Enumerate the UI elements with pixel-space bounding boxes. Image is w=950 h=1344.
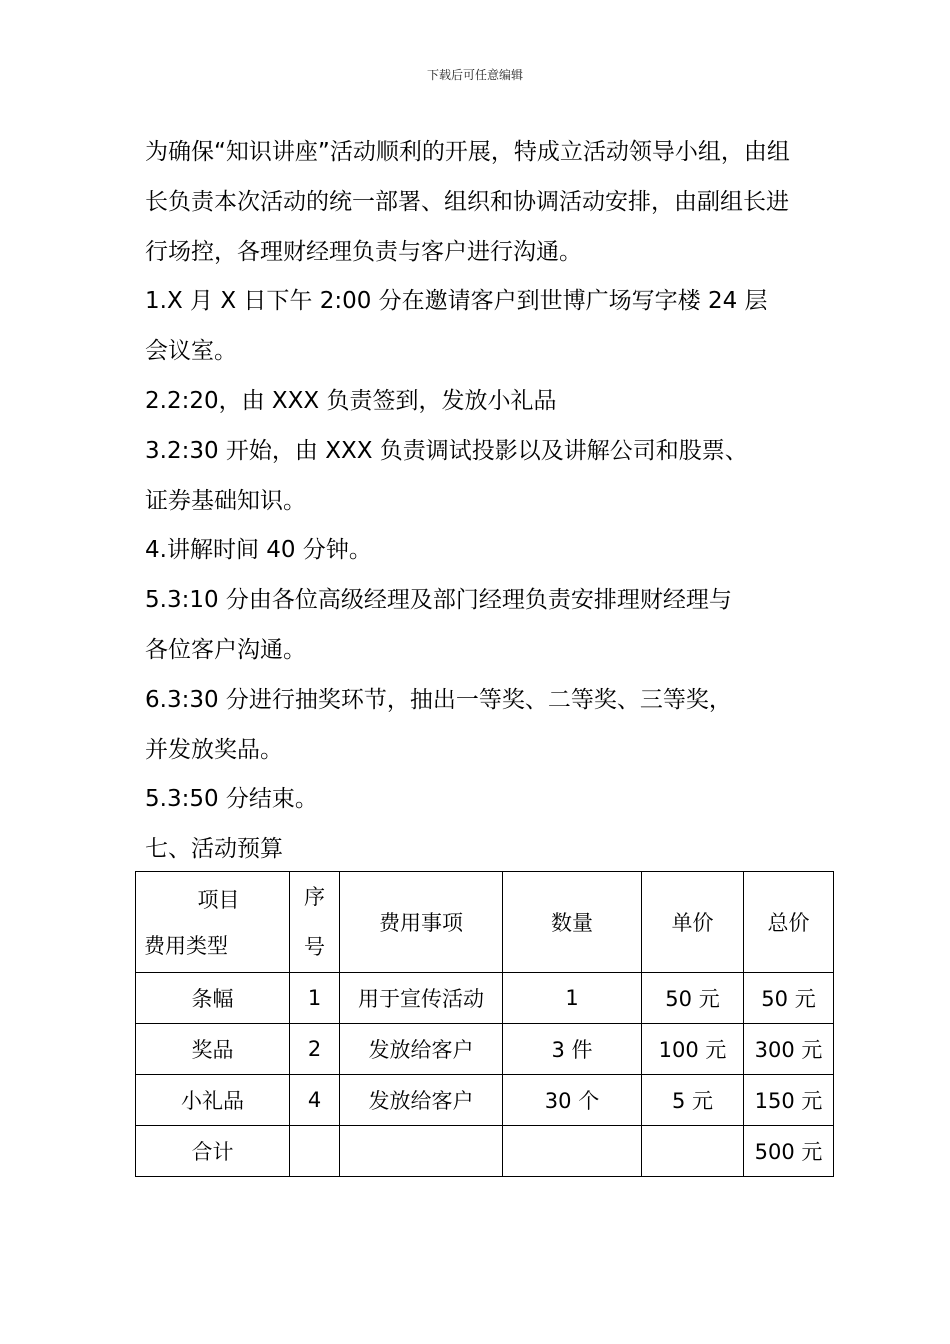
header-cell-type [136,872,290,973]
budget-table [135,871,834,1177]
body-text [145,128,825,875]
cell-total: 300 元 [744,1024,834,1075]
agenda-line: 并发放奖品。 [145,736,283,763]
cell-price: 50 元 [642,973,744,1024]
cell-item: 发放给客户 [340,1075,503,1126]
section-title: 七、活动预算 [145,836,283,863]
agenda-line: 3.2:30 开始，由 XXX 负责调试投影以及讲解公司和股票、 [145,437,748,464]
header-cell-qty: 数量 [503,872,642,973]
agenda-line: 4.讲解时间 40 分钟。 [145,537,372,564]
cell-qty: 3 件 [503,1024,642,1075]
cell-item: 发放给客户 [340,1024,503,1075]
paragraph-line: 行场控，各理财经理负责与客户进行沟通。 [145,238,582,265]
table-sum-row [136,1126,834,1177]
cell-sum-total: 500 元 [744,1126,834,1177]
cell-empty [642,1126,744,1177]
header-cell-seq [290,872,340,973]
cell-total: 150 元 [744,1075,834,1126]
table-header-row [136,872,834,973]
header-cell-item: 费用事项 [340,872,503,973]
table-row [136,1024,834,1075]
cell-type: 奖品 [136,1024,290,1075]
header-diag-top: 项目 [197,888,240,912]
cell-empty [340,1126,503,1177]
cell-seq: 4 [290,1075,340,1126]
agenda-line: 2.2:20，由 XXX 负责签到，发放小礼品 [145,387,557,414]
header-diag-bottom: 费用类型 [144,934,228,958]
cell-price: 100 元 [642,1024,744,1075]
cell-sum-label: 合计 [136,1126,290,1177]
page-header: 下载后可任意编辑 [426,68,523,82]
table-row [136,1075,834,1126]
cell-item: 用于宣传活动 [340,973,503,1024]
agenda-line: 证券基础知识。 [145,487,306,514]
cell-type: 条幅 [136,973,290,1024]
agenda-line: 5.3:50 分结束。 [145,786,318,813]
agenda-line: 会议室。 [145,338,237,365]
cell-qty: 1 [503,973,642,1024]
header-seq-line1: 序 [304,885,325,909]
paragraph-line: 长负责本次活动的统一部署、组织和协调活动安排，由副组长进 [145,188,789,215]
cell-seq: 2 [290,1024,340,1075]
header-seq-line2: 号 [304,935,325,959]
cell-empty [503,1126,642,1177]
cell-price: 5 元 [642,1075,744,1126]
agenda-line: 各位客户沟通。 [145,636,306,663]
table-row [136,973,834,1024]
header-cell-price: 单价 [642,872,744,973]
cell-type: 小礼品 [136,1075,290,1126]
cell-total: 50 元 [744,973,834,1024]
paragraph-line: 为确保“知识讲座”活动顺利的开展，特成立活动领导小组，由组 [145,139,790,165]
cell-qty: 30 个 [503,1075,642,1126]
agenda-line: 1.X 月 X 日下午 2:00 分在邀请客户到世博广场写字楼 24 层 [145,288,768,315]
agenda-line: 6.3:30 分进行抽奖环节，抽出一等奖、二等奖、三等奖， [145,686,732,713]
header-cell-total: 总价 [744,872,834,973]
cell-empty [290,1126,340,1177]
cell-seq: 1 [290,973,340,1024]
agenda-line: 5.3:10 分由各位高级经理及部门经理负责安排理财经理与 [145,587,732,614]
